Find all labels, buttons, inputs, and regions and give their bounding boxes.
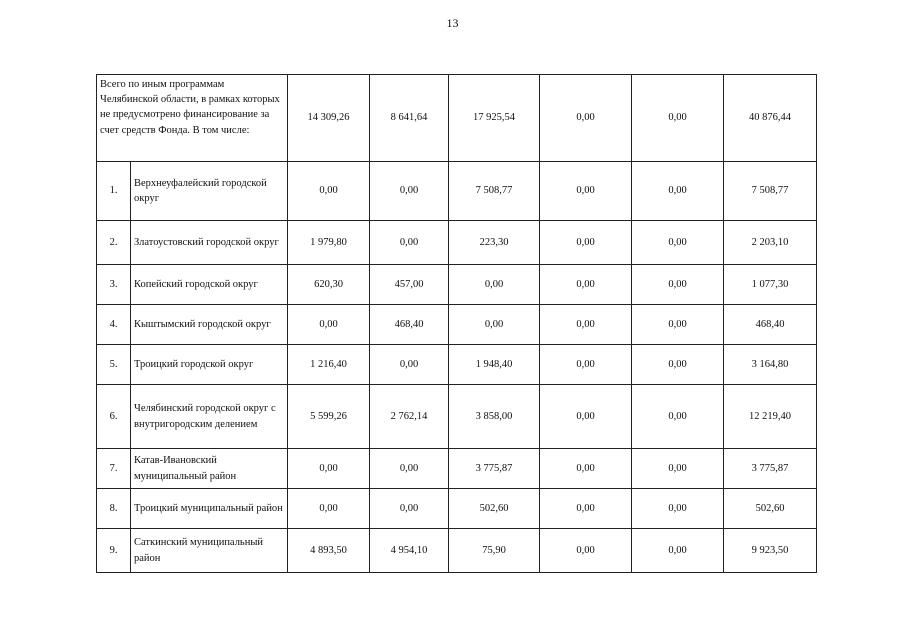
- row-value: 620,30: [288, 265, 370, 305]
- row-name: Саткинский муниципальный район: [131, 529, 288, 573]
- row-value: 0,00: [632, 265, 724, 305]
- summary-value: 14 309,26: [288, 75, 370, 162]
- row-value: 1 948,40: [449, 345, 540, 385]
- row-number: 6.: [97, 385, 131, 449]
- table-row: [97, 489, 817, 529]
- summary-row: [97, 75, 817, 162]
- row-value: 7 508,77: [724, 162, 817, 221]
- table-row: [97, 385, 817, 449]
- row-number: 4.: [97, 305, 131, 345]
- row-value: 468,40: [724, 305, 817, 345]
- row-value: 0,00: [540, 221, 632, 265]
- row-value: 0,00: [370, 489, 449, 529]
- table-row: [97, 265, 817, 305]
- row-value: 0,00: [632, 162, 724, 221]
- row-value: 0,00: [288, 449, 370, 489]
- summary-value: 0,00: [632, 75, 724, 162]
- row-name: Троицкий муниципальный район: [131, 489, 288, 529]
- table-row: [97, 162, 817, 221]
- row-number: 3.: [97, 265, 131, 305]
- row-value: 0,00: [540, 529, 632, 573]
- row-value: 0,00: [540, 265, 632, 305]
- row-name: Кыштымский городской округ: [131, 305, 288, 345]
- row-value: 0,00: [449, 305, 540, 345]
- row-value: 0,00: [540, 385, 632, 449]
- row-value: 0,00: [540, 489, 632, 529]
- row-value: 0,00: [632, 221, 724, 265]
- row-value: 0,00: [370, 449, 449, 489]
- summary-value: 8 641,64: [370, 75, 449, 162]
- row-value: 3 164,80: [724, 345, 817, 385]
- row-number: 1.: [97, 162, 131, 221]
- row-number: 7.: [97, 449, 131, 489]
- row-value: 7 508,77: [449, 162, 540, 221]
- row-value: 0,00: [288, 162, 370, 221]
- row-value: 0,00: [632, 529, 724, 573]
- row-name: Златоустовский городской округ: [131, 221, 288, 265]
- row-name: Троицкий городской округ: [131, 345, 288, 385]
- row-value: 0,00: [632, 449, 724, 489]
- row-value: 0,00: [540, 449, 632, 489]
- summary-label: Всего по иным программам Челябинской области, в рамках которых не предусмотрено финансирование за счет средств Фонда. В том числе:: [97, 75, 288, 162]
- row-value: 0,00: [540, 162, 632, 221]
- row-value: 1 979,80: [288, 221, 370, 265]
- row-value: 0,00: [370, 345, 449, 385]
- row-name: Челябинский городской округ с внутригородским делением: [131, 385, 288, 449]
- row-value: 502,60: [449, 489, 540, 529]
- table-body: [97, 75, 817, 573]
- row-name: Копейский городской округ: [131, 265, 288, 305]
- row-value: 0,00: [288, 489, 370, 529]
- row-value: 0,00: [288, 305, 370, 345]
- row-value: 0,00: [632, 385, 724, 449]
- row-value: 0,00: [370, 162, 449, 221]
- summary-value: 0,00: [540, 75, 632, 162]
- summary-value: 17 925,54: [449, 75, 540, 162]
- row-value: 457,00: [370, 265, 449, 305]
- row-value: 12 219,40: [724, 385, 817, 449]
- row-number: 8.: [97, 489, 131, 529]
- row-value: 5 599,26: [288, 385, 370, 449]
- row-value: 2 762,14: [370, 385, 449, 449]
- row-number: 5.: [97, 345, 131, 385]
- row-value: 9 923,50: [724, 529, 817, 573]
- row-value: 1 077,30: [724, 265, 817, 305]
- table-row: [97, 221, 817, 265]
- row-value: 75,90: [449, 529, 540, 573]
- table-row: [97, 305, 817, 345]
- row-value: 3 775,87: [724, 449, 817, 489]
- page-number: 13: [446, 16, 459, 30]
- row-value: 0,00: [370, 221, 449, 265]
- row-value: 3 775,87: [449, 449, 540, 489]
- row-value: 4 893,50: [288, 529, 370, 573]
- row-value: 502,60: [724, 489, 817, 529]
- table-row: [97, 345, 817, 385]
- row-value: 0,00: [632, 489, 724, 529]
- row-value: 0,00: [632, 305, 724, 345]
- row-value: 1 216,40: [288, 345, 370, 385]
- summary-value: 40 876,44: [724, 75, 817, 162]
- table-row: [97, 449, 817, 489]
- row-value: 4 954,10: [370, 529, 449, 573]
- row-value: 223,30: [449, 221, 540, 265]
- row-value: 0,00: [540, 305, 632, 345]
- row-number: 9.: [97, 529, 131, 573]
- row-name: Катав-Ивановский муниципальный район: [131, 449, 288, 489]
- row-value: 0,00: [540, 345, 632, 385]
- row-value: 0,00: [632, 345, 724, 385]
- row-number: 2.: [97, 221, 131, 265]
- row-value: 3 858,00: [449, 385, 540, 449]
- row-name: Верхнеуфалейский городской округ: [131, 162, 288, 221]
- row-value: 468,40: [370, 305, 449, 345]
- row-value: 2 203,10: [724, 221, 817, 265]
- table-row: [97, 529, 817, 573]
- financing-table: [96, 74, 817, 573]
- row-value: 0,00: [449, 265, 540, 305]
